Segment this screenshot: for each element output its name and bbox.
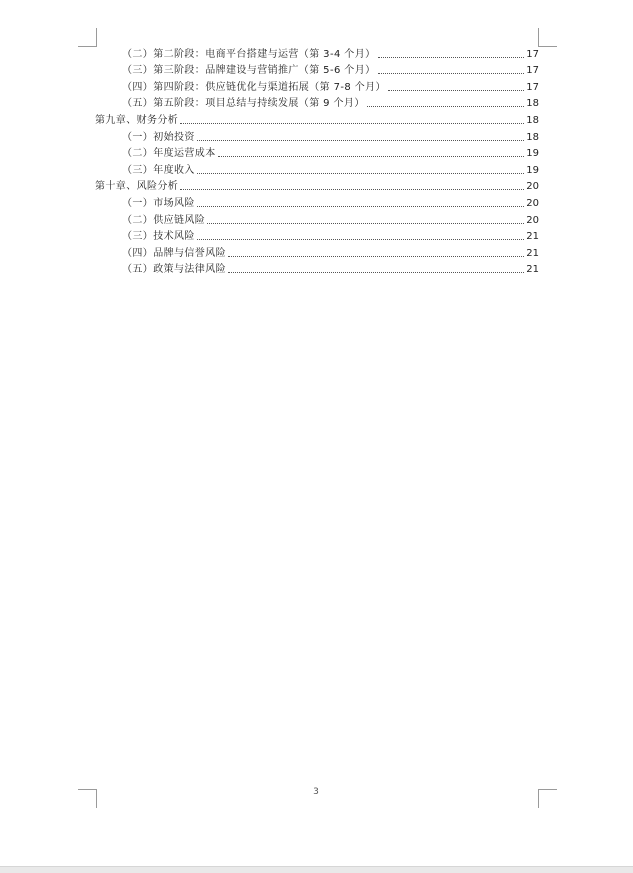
toc-entry-page: 19 [526,164,539,176]
crop-mark-bottom-left [78,789,97,808]
toc-entry-page: 18 [526,131,539,143]
toc-entry-text: （三）技术风险 [122,231,195,243]
toc-entry[interactable] [95,127,539,144]
toc-entry-text: （二）供应链风险 [122,214,206,226]
toc-entry-text: （一）初始投资 [122,131,195,143]
toc-entry-page: 18 [526,98,539,110]
toc-entry-text: （五）第五阶段：项目总结与持续发展（第 9 个月） [122,98,365,110]
toc-leader [197,172,524,174]
toc-leader [378,56,525,58]
toc-entry[interactable] [95,243,539,260]
toc-chapter-entry[interactable] [95,177,539,194]
page-number: 3 [313,787,319,797]
toc-entry-page: 17 [526,48,539,60]
toc-entry-text: （四）品牌与信誉风险 [122,247,226,259]
toc-entry[interactable] [95,193,539,210]
toc-entry[interactable] [95,260,539,277]
toc-leader [207,222,524,224]
toc-entry-page: 20 [526,197,539,209]
toc-leader [228,255,524,257]
toc-entry[interactable] [95,77,539,94]
toc-chapter-entry[interactable] [95,110,539,127]
toc-entry-page: 18 [526,114,539,126]
toc-leader [197,205,524,207]
toc-leader [197,139,524,141]
toc-entry-page: 21 [526,264,539,276]
toc-entry[interactable] [95,94,539,111]
toc-entry-page: 21 [526,231,539,243]
toc-leader [228,271,524,273]
toc-leader [367,105,525,107]
toc-entry[interactable] [95,210,539,227]
toc-entry[interactable] [95,160,539,177]
toc-leader [388,89,524,91]
crop-mark-top-right [538,28,557,47]
toc-entry-text: （五）政策与法律风险 [122,264,226,276]
toc-entry-page: 17 [526,81,539,93]
toc-entry-page: 20 [526,181,539,193]
toc-entry-text: （一）市场风险 [122,197,195,209]
toc-entry[interactable] [95,227,539,244]
toc-leader [218,155,525,157]
toc-entry-page: 19 [526,148,539,160]
crop-mark-bottom-right [538,789,557,808]
toc-entry[interactable] [95,44,539,61]
toc-entry-text: 第九章、财务分析 [95,114,179,126]
toc-entry-text: （四）第四阶段：供应链优化与渠道拓展（第 7-8 个月） [122,81,386,93]
toc-entry-text: （二）第二阶段：电商平台搭建与运营（第 3-4 个月） [122,48,376,60]
toc-leader [180,122,524,124]
toc-leader [197,238,524,240]
toc-entry-text: （三）年度收入 [122,164,195,176]
toc-entry[interactable] [95,144,539,161]
toc-entry-page: 20 [526,214,539,226]
table-of-contents [95,44,539,276]
toc-entry-page: 21 [526,247,539,259]
toc-entry[interactable] [95,61,539,78]
toc-leader [378,72,525,74]
toc-entry-text: （二）年度运营成本 [122,148,216,160]
toc-entry-text: 第十章、风险分析 [95,181,179,193]
toc-entry-page: 17 [526,65,539,77]
toc-leader [180,188,524,190]
toc-entry-text: （三）第三阶段：品牌建设与营销推广（第 5-6 个月） [122,65,376,77]
